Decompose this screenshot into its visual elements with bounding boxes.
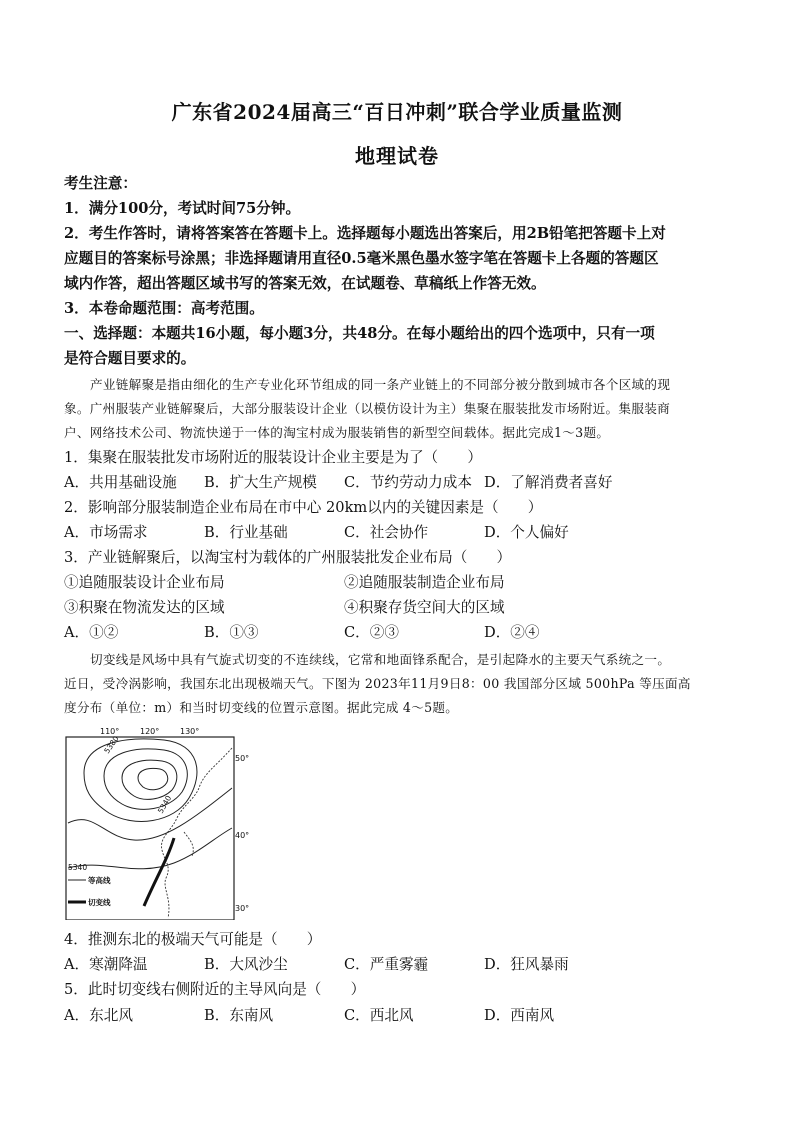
q3-option-c: C．②③ [344, 624, 399, 641]
q5-option-c: C．西北风 [344, 1007, 414, 1024]
q5-option-d: D．西南风 [484, 1007, 555, 1024]
passage-2-line-1: 切变线是风场中具有气旋式切变的不连续线，它常和地面锋系配合，是引起降水的主要天气系统之一。 [90, 652, 671, 667]
section-heading-line-1: 一、选择题：本题共16小题，每小题3分，共48分。在每小题给出的四个选项中，只有一项 [64, 325, 655, 342]
isobar-shear-map [64, 728, 254, 920]
q2-option-a: A．市场需求 [64, 524, 148, 541]
q4-option-a: A．寒潮降温 [64, 956, 148, 973]
contour-label: 5380 [102, 734, 121, 756]
notice-heading: 考生注意： [64, 175, 137, 192]
q4-option-d: D．狂风暴雨 [484, 956, 569, 973]
contour-label: 5340 [155, 793, 174, 815]
q4-stem: 4．推测东北的极端天气可能是（ ） [64, 931, 322, 948]
q5-option-a: A．东北风 [64, 1007, 133, 1024]
q2-option-c: C．社会协作 [344, 524, 429, 541]
q5-stem: 5．此时切变线右侧附近的主导风向是（ ） [64, 981, 366, 998]
passage-2-line-2: 近日，受冷涡影响，我国东北出现极端天气。下图为 2023年11月9日8：00 我国部分区域 500hPa 等压面高 [64, 676, 691, 691]
exam-subtitle: 地理试卷 [355, 144, 439, 168]
passage-1-line-2: 象。广州服装产业链解聚后，大部分服装设计企业（以模仿设计为主）集聚在服装批发市场附近。集服装商 [64, 401, 671, 416]
legend-shear-label: 切变线 [88, 898, 111, 907]
lat-label-40: 40° [235, 831, 250, 840]
notice-item-2-line-2: 应题目的答案标号涂黑；非选择题请用直径0.5毫米黑色墨水签字笔在答题卡上各题的答题区 [64, 250, 659, 267]
q3-statement-4: ④积聚存货空间大的区域 [344, 599, 505, 616]
q4-option-b: B．大风沙尘 [204, 956, 288, 973]
q1-stem: 1．集聚在服装批发市场附近的服装设计企业主要是为了（ ） [64, 449, 482, 466]
q2-option-b: B．行业基础 [204, 524, 288, 541]
q1-option-d: D．了解消费者喜好 [484, 474, 613, 491]
notice-item-2-line-1: 2．考生作答时，请将答案答在答题卡上。选择题每小题选出答案后，用2B铅笔把答题卡上对 [64, 225, 666, 242]
passage-2-line-3: 度分布（单位：m）和当时切变线的位置示意图。据此完成 4～5题。 [64, 700, 459, 715]
q3-option-b: B．①③ [204, 624, 259, 641]
lat-label-50: 50° [235, 754, 250, 763]
q5-option-b: B．东南风 [204, 1007, 274, 1024]
lon-label-130: 130° [180, 728, 200, 736]
q3-stem: 3．产业链解聚后，以淘宝村为载体的广州服装批发企业布局（ ） [64, 549, 512, 566]
q1-option-b: B．扩大生产规模 [204, 474, 317, 491]
lon-label-120: 120° [140, 728, 160, 736]
notice-item-2-line-3: 域内作答，超出答题区域书写的答案无效，在试题卷、草稿纸上作答无效。 [64, 275, 546, 292]
passage-1-line-3: 户、网络技术公司、物流快递于一体的淘宝村成为服装销售的新型空间载体。据此完成1～3题。 [64, 425, 610, 440]
q2-option-d: D．个人偏好 [484, 524, 569, 541]
q4-option-c: C．严重雾霾 [344, 956, 429, 973]
exam-title: 广东省2024届高三“百日冲刺”联合学业质量监测 [171, 100, 623, 124]
notice-item-3: 3．本卷命题范围：高考范围。 [64, 300, 264, 317]
contour-label: 5340 [68, 863, 88, 872]
q1-option-a: A．共用基础设施 [64, 474, 177, 491]
q3-statement-2: ②追随服装制造企业布局 [344, 574, 505, 591]
lon-label-110: 110° [100, 728, 120, 736]
passage-1-line-1: 产业链解聚是指由细化的生产专业化环节组成的同一条产业链上的不同部分被分散到城市各个区域的现 [90, 377, 671, 392]
q2-stem: 2．影响部分服装制造企业布局在市中心 20km以内的关键因素是（ ） [64, 499, 543, 516]
section-heading-line-2: 是符合题目要求的。 [64, 350, 196, 367]
q3-option-d: D．②④ [484, 624, 540, 641]
notice-item-1: 1．满分100分，考试时间75分钟。 [64, 200, 301, 217]
legend-contour-label: 等高线 [88, 876, 111, 885]
q3-option-a: A．①② [64, 624, 119, 641]
q1-option-c: C．节约劳动力成本 [344, 474, 472, 491]
q3-statement-1: ①追随服装设计企业布局 [64, 574, 225, 591]
lat-label-30: 30° [235, 904, 250, 913]
q3-statement-3: ③积聚在物流发达的区域 [64, 599, 225, 616]
